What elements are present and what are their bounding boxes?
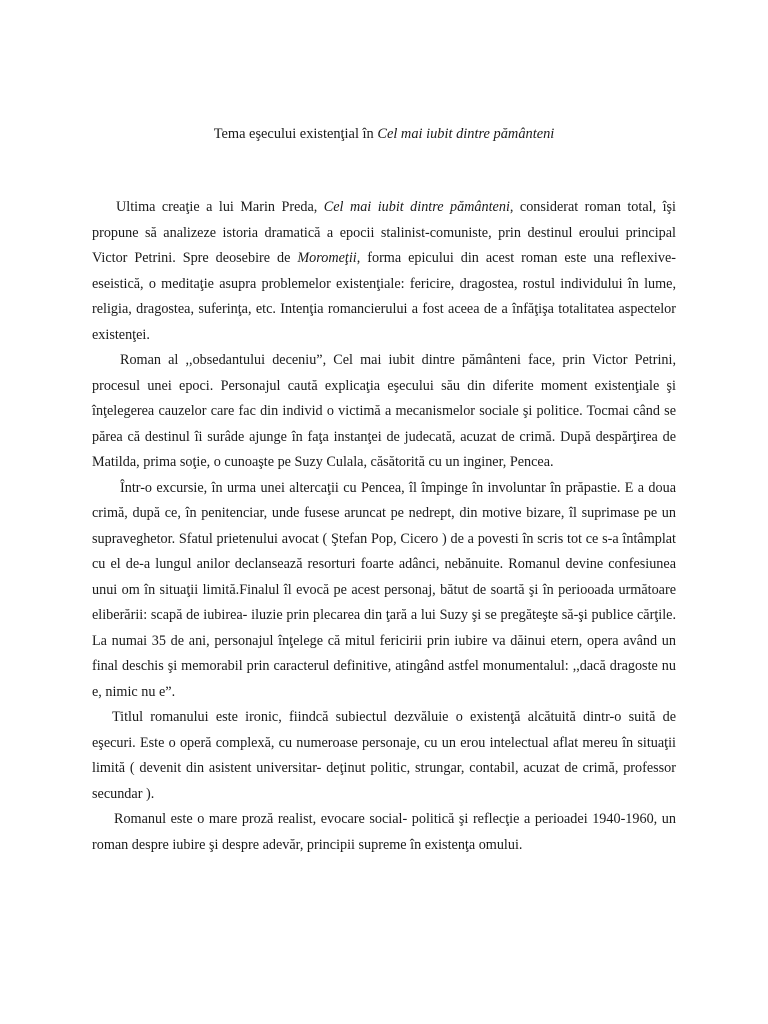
paragraph-1 — [92, 195, 676, 348]
paragraph-1-text-e: , forma epicului din acest roman este una reflexive-eseistică, o meditaţie asupra problemelor existenţiale: fericire, dragostea, rostul individului în lume, religia, dragostea, suferinţa, etc. Intenţia romancierului a fost aceea de a înfăţişa totalitatea aspectelor existenţei. — [92, 250, 676, 343]
paragraph-4: Titlul romanului este ironic, fiindcă subiectul dezvăluie o existenţă alcătuită dintr-o suită de eşecuri. Este o operă complexă, cu numeroase personaje, cu un erou intelectual aflat mereu în situaţii limită ( devenit din asistent universitar- deţinut politic, strungar, contabil, acuzat de crimă, professor secundar ). — [92, 709, 676, 802]
paragraph-5: Romanul este o mare proză realist, evocare social- politică şi reflecţie a perioadei 1940-1960, un roman despre iubire şi despre adevăr, principii supreme în existenţa omului. — [92, 811, 676, 853]
paragraph-1-work-title: Cel mai iubit dintre pământeni — [323, 199, 510, 215]
paragraph-1-text-c: , considerat roman total, îşi propune să analizeze istoria dramatică a epocii stalinist-comuniste, prin destinul eroului principal Victor Petrini. Spre deosebire de — [92, 199, 676, 266]
paragraph-2: Roman al ,,obsedantului deceniu”, Cel mai iubit dintre pământeni face, prin Victor Petrini, procesul unei epoci. Personajul caută explicaţia eşecului său din diferite moment existenţiale şi înţelegerea cauzelor care fac din individ o victimă a mecanismelor sociale şi politice. Tocmai când se părea că destinul îi surâde ajunge în faţa instanţei de judecată, acuzat de crimă. După despărţirea de Matilda, prima soţie, o cunoaşte pe Suzy Culala, căsătorită cu un inginer, Pencea. — [92, 352, 676, 470]
paragraph-3: Într-o excursie, în urma unei altercaţii cu Pencea, îl împinge în involuntar în prăpastie. E a doua crimă, după ce, în penitenciar, unde fusese aruncat pe nedrept, din motive bizare, îl suprimase pe un supraveghetor. Sfatul prietenului avocat ( Ştefan Pop, Cicero ) de a povesti în scris tot ce s-a întâmplat cu el de-a lungul anilor declansează resorturi foarte adânci, nebănuite. Romanul devine confesiunea unui om în situaţii limită.Finalul îl evocă pe acest personaj, bătut de soartă şi în periooada următoare eliberării: scapă de iubirea- iluzie prin plecarea din ţară a lui Suzy şi se pregăteşte să-şi publice cărţile. La numai 35 de ani, personajul înţelege că mitul fericirii prin iubire va dăinui etern, opera având un final deschis şi memorabil prin caracterul definitive, atingând astfel monumentalul: ,,dacă dragoste nu e, nimic nu e”. — [92, 479, 676, 700]
title-work: Cel mai iubit dintre pământeni — [377, 126, 555, 142]
document-title — [92, 124, 676, 144]
document-body — [92, 195, 676, 858]
title-prefix: Tema eşecului existenţial în — [213, 126, 378, 142]
paragraph-1-text-a: Ultima creaţie a lui Marin Preda, — [116, 199, 324, 215]
paragraph-1-moromete-title: Moromeţii — [297, 250, 357, 266]
